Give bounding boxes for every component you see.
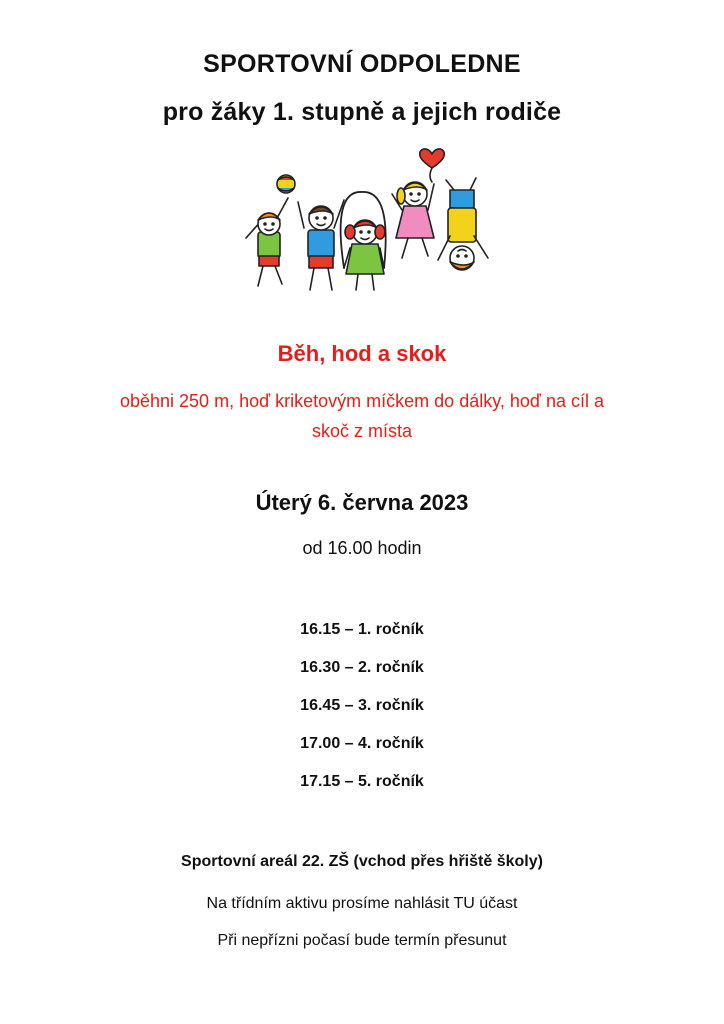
schedule-item: 16.45 – 3. ročník [300,697,424,714]
child-4 [392,182,434,258]
schedule-item: 16.15 – 1. ročník [300,621,424,638]
event-description-line-1: oběhni 250 m, hoď kriketovým míčkem do dálky, hoď na cíl a [119,391,604,411]
heart-balloon-icon [420,149,445,182]
registration-note: Na třídním aktivu prosíme nahlásit TU účast [206,895,518,912]
page-title: SPORTOVNÍ ODPOLEDNE [203,50,521,78]
schedule-item: 17.00 – 4. ročník [300,735,424,752]
event-date: Úterý 6. června 2023 [255,490,469,515]
child-2 [298,200,344,290]
child-5 [438,178,488,270]
schedule-item: 17.15 – 5. ročník [300,773,424,790]
event-time: od 16.00 hodin [302,538,422,558]
event-title: Běh, hod a skok [277,341,447,366]
venue: Sportovní areál 22. ZŠ (vchod přes hřiště školy) [181,853,543,870]
weather-note: Při nepřízni počasí bude termín přesunut [217,932,507,949]
child-1 [246,198,288,286]
children-playing-illustration [232,140,502,300]
ball-icon [277,175,295,193]
page-subtitle: pro žáky 1. stupně a jejich rodiče [162,98,562,126]
event-description-line-2: skoč z místa [311,421,413,441]
child-3 [344,220,385,290]
schedule-item: 16.30 – 2. ročník [300,659,424,676]
